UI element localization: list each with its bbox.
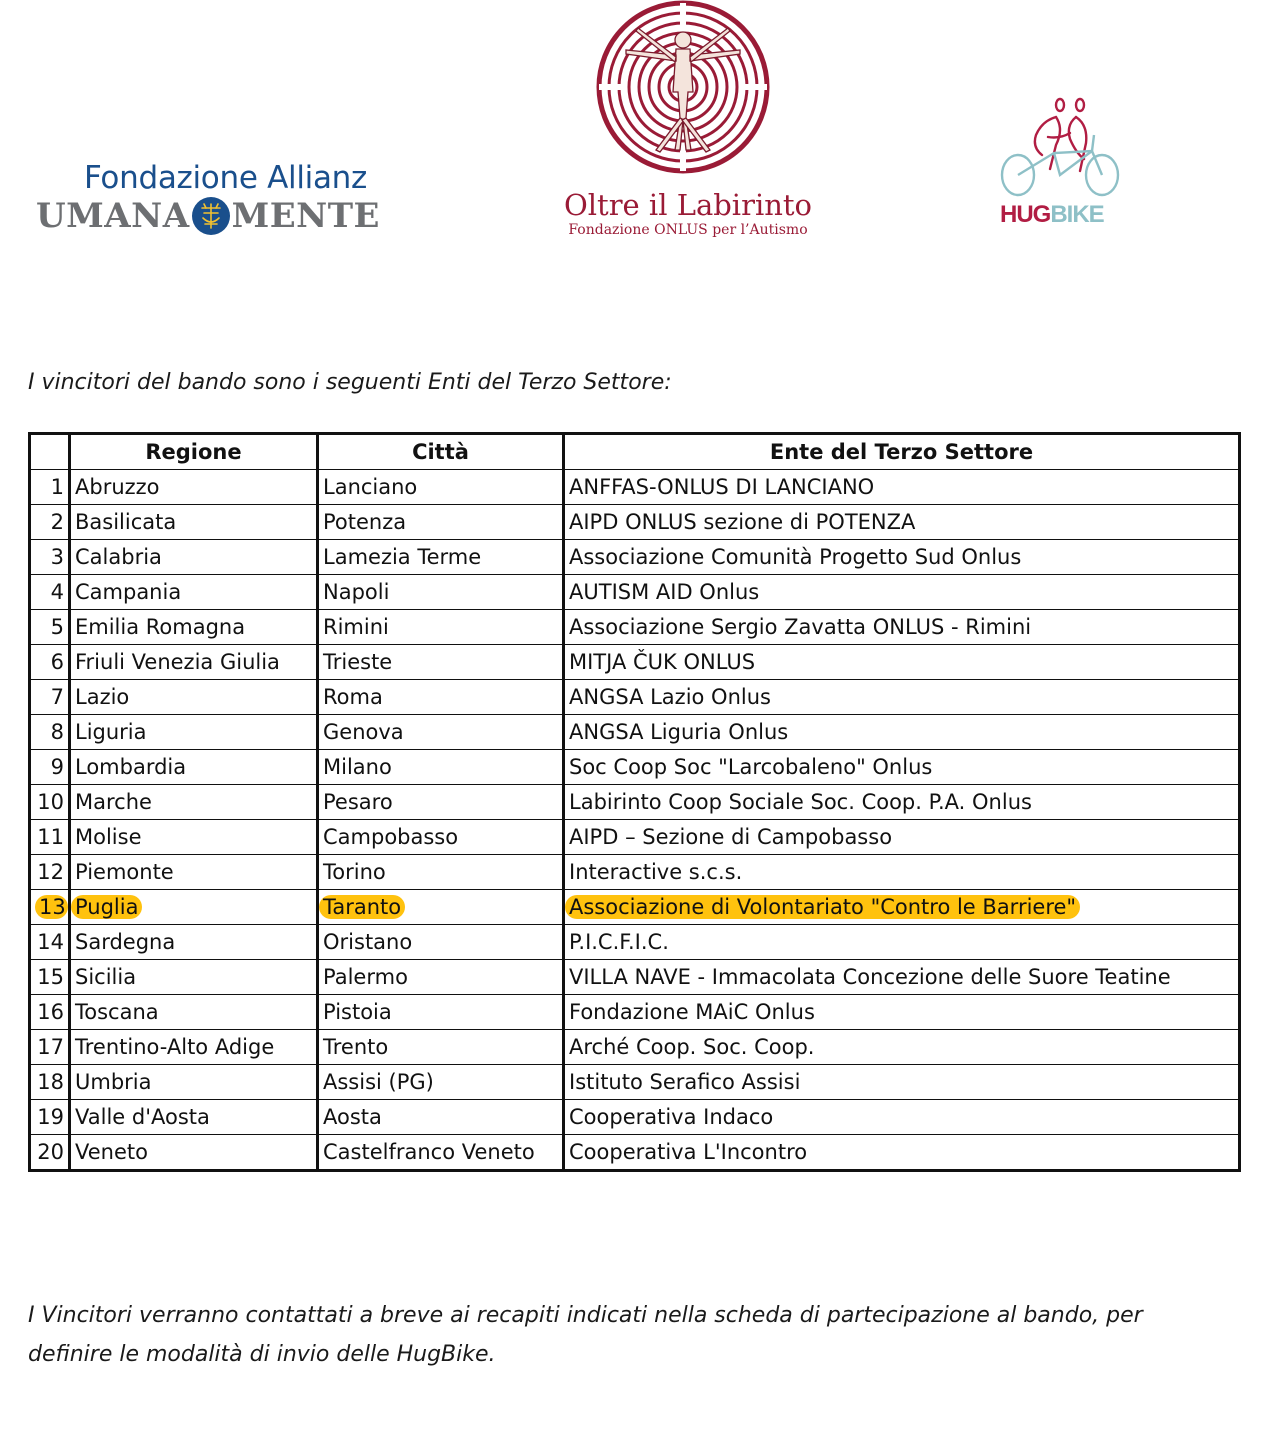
cell-regione: Sardegna xyxy=(70,925,318,960)
cell-ente: Associazione Comunità Progetto Sud Onlus xyxy=(564,540,1240,575)
cell-num: 8 xyxy=(30,715,70,750)
table-row xyxy=(30,785,1240,820)
cell-regione: Sicilia xyxy=(70,960,318,995)
table-row xyxy=(30,750,1240,785)
table-row xyxy=(30,960,1240,995)
hugbike-wordmark xyxy=(1000,201,1104,229)
table-row xyxy=(30,1135,1240,1171)
logo-hugbike xyxy=(996,95,1126,235)
cell-citta: Oristano xyxy=(318,925,564,960)
cell-ente: P.I.C.F.I.C. xyxy=(564,925,1240,960)
allianz-emblem-icon xyxy=(191,196,231,236)
cell-citta: Lamezia Terme xyxy=(318,540,564,575)
table-row xyxy=(30,1100,1240,1135)
cell-num: 6 xyxy=(30,645,70,680)
cell-ente: Cooperativa Indaco xyxy=(564,1100,1240,1135)
logo-fondazione-allianz xyxy=(36,160,398,240)
cell-ente: AIPD ONLUS sezione di POTENZA xyxy=(564,505,1240,540)
cell-num xyxy=(30,890,70,925)
cell-ente: Cooperativa L'Incontro xyxy=(564,1135,1240,1171)
logo-oltre-il-labirinto xyxy=(548,0,828,250)
cell-num: 5 xyxy=(30,610,70,645)
table-row xyxy=(30,715,1240,750)
cell-citta: Trieste xyxy=(318,645,564,680)
table-row xyxy=(30,645,1240,680)
table-row xyxy=(30,505,1240,540)
hugbike-word-bike: BIKE xyxy=(1050,201,1104,228)
table-row xyxy=(30,540,1240,575)
cell-regione: Umbria xyxy=(70,1065,318,1100)
cell-num: 18 xyxy=(30,1065,70,1100)
cell-regione: Marche xyxy=(70,785,318,820)
cell-num: 11 xyxy=(30,820,70,855)
cell-regione: Lombardia xyxy=(70,750,318,785)
cell-regione: Liguria xyxy=(70,715,318,750)
highlight-citta: Taranto xyxy=(319,895,405,919)
oltre-subtitle: Fondazione ONLUS per l’Autismo xyxy=(568,222,808,238)
cell-regione: Friuli Venezia Giulia xyxy=(70,645,318,680)
table-row xyxy=(30,610,1240,645)
cell-ente: MITJA ČUK ONLUS xyxy=(564,645,1240,680)
cell-citta: Assisi (PG) xyxy=(318,1065,564,1100)
cell-num: 2 xyxy=(30,505,70,540)
header-regione: Regione xyxy=(70,434,318,470)
cell-citta: Pesaro xyxy=(318,785,564,820)
table-header-row xyxy=(30,434,1240,470)
hugbike-word-hug: HUG xyxy=(1000,201,1051,228)
cell-citta: Trento xyxy=(318,1030,564,1065)
cell-regione: Abruzzo xyxy=(70,470,318,505)
intro-text: I vincitori del bando sono i seguenti Enti del Terzo Settore: xyxy=(28,370,672,395)
cell-ente: Associazione Sergio Zavatta ONLUS - Rimini xyxy=(564,610,1240,645)
cell-ente xyxy=(564,890,1240,925)
highlight-regione: Puglia xyxy=(71,895,142,919)
labyrinth-vitruvian-icon xyxy=(596,0,770,174)
table-row xyxy=(30,890,1240,925)
cell-ente: Soc Coop Soc "Larcobaleno" Onlus xyxy=(564,750,1240,785)
table-row xyxy=(30,680,1240,715)
cell-citta: Genova xyxy=(318,715,564,750)
cell-citta: Rimini xyxy=(318,610,564,645)
allianz-mente: MENTE xyxy=(231,196,380,236)
cell-num: 12 xyxy=(30,855,70,890)
cell-ente: AUTISM AID Onlus xyxy=(564,575,1240,610)
cell-num: 19 xyxy=(30,1100,70,1135)
cell-num: 1 xyxy=(30,470,70,505)
cell-regione xyxy=(70,890,318,925)
cell-citta: Aosta xyxy=(318,1100,564,1135)
table-row xyxy=(30,1065,1240,1100)
cell-regione: Veneto xyxy=(70,1135,318,1171)
oltre-title: Oltre il Labirinto xyxy=(563,188,813,222)
cell-num: 7 xyxy=(30,680,70,715)
allianz-line1: Fondazione Allianz xyxy=(84,160,368,196)
table-row xyxy=(30,995,1240,1030)
table-row xyxy=(30,470,1240,505)
cell-num: 20 xyxy=(30,1135,70,1171)
cell-num: 17 xyxy=(30,1030,70,1065)
cell-citta: Pistoia xyxy=(318,995,564,1030)
highlight-num: 13 xyxy=(35,895,68,919)
cell-ente: ANGSA Liguria Onlus xyxy=(564,715,1240,750)
header-num xyxy=(30,434,70,470)
cell-citta: Potenza xyxy=(318,505,564,540)
cell-num: 3 xyxy=(30,540,70,575)
allianz-umana: UMANA xyxy=(36,196,190,236)
header-citta: Città xyxy=(318,434,564,470)
cell-regione: Calabria xyxy=(70,540,318,575)
cell-num: 14 xyxy=(30,925,70,960)
table-row xyxy=(30,925,1240,960)
table-row xyxy=(30,1030,1240,1065)
cell-regione: Molise xyxy=(70,820,318,855)
cell-citta: Castelfranco Veneto xyxy=(318,1135,564,1171)
cell-regione: Piemonte xyxy=(70,855,318,890)
cell-regione: Toscana xyxy=(70,995,318,1030)
cell-ente: VILLA NAVE - Immacolata Concezione delle Suore Teatine xyxy=(564,960,1240,995)
cell-num: 10 xyxy=(30,785,70,820)
table-row xyxy=(30,855,1240,890)
cell-regione: Trentino-Alto Adige xyxy=(70,1030,318,1065)
cell-regione: Lazio xyxy=(70,680,318,715)
table-body xyxy=(30,470,1240,1171)
cell-ente: Interactive s.c.s. xyxy=(564,855,1240,890)
cell-num: 4 xyxy=(30,575,70,610)
cell-ente: Arché Coop. Soc. Coop. xyxy=(564,1030,1240,1065)
cell-citta xyxy=(318,890,564,925)
cell-regione: Valle d'Aosta xyxy=(70,1100,318,1135)
table-row xyxy=(30,575,1240,610)
cell-citta: Napoli xyxy=(318,575,564,610)
highlight-ente: Associazione di Volontariato "Contro le Barriere" xyxy=(565,895,1080,919)
cell-citta: Torino xyxy=(318,855,564,890)
cell-regione: Basilicata xyxy=(70,505,318,540)
cell-citta: Milano xyxy=(318,750,564,785)
cell-num: 9 xyxy=(30,750,70,785)
cell-ente: Fondazione MAiC Onlus xyxy=(564,995,1240,1030)
cell-num: 16 xyxy=(30,995,70,1030)
closing-text: I Vincitori verranno contattati a breve ai recapiti indicati nella scheda di partecipazione al bando, per definire le modalità di invio delle HugBike. xyxy=(28,1303,1143,1367)
cell-ente: AIPD – Sezione di Campobasso xyxy=(564,820,1240,855)
cell-citta: Campobasso xyxy=(318,820,564,855)
cell-ente: Istituto Serafico Assisi xyxy=(564,1065,1240,1100)
hugbike-cyclists-icon xyxy=(996,95,1126,201)
cell-citta: Roma xyxy=(318,680,564,715)
table-row xyxy=(30,820,1240,855)
cell-citta: Lanciano xyxy=(318,470,564,505)
cell-num: 15 xyxy=(30,960,70,995)
cell-ente: ANFFAS-ONLUS DI LANCIANO xyxy=(564,470,1240,505)
header-ente: Ente del Terzo Settore xyxy=(564,434,1240,470)
cell-ente: Labirinto Coop Sociale Soc. Coop. P.A. Onlus xyxy=(564,785,1240,820)
winners-table xyxy=(28,432,1241,1172)
cell-citta: Palermo xyxy=(318,960,564,995)
cell-regione: Emilia Romagna xyxy=(70,610,318,645)
allianz-line2 xyxy=(36,196,380,236)
cell-ente: ANGSA Lazio Onlus xyxy=(564,680,1240,715)
cell-regione: Campania xyxy=(70,575,318,610)
